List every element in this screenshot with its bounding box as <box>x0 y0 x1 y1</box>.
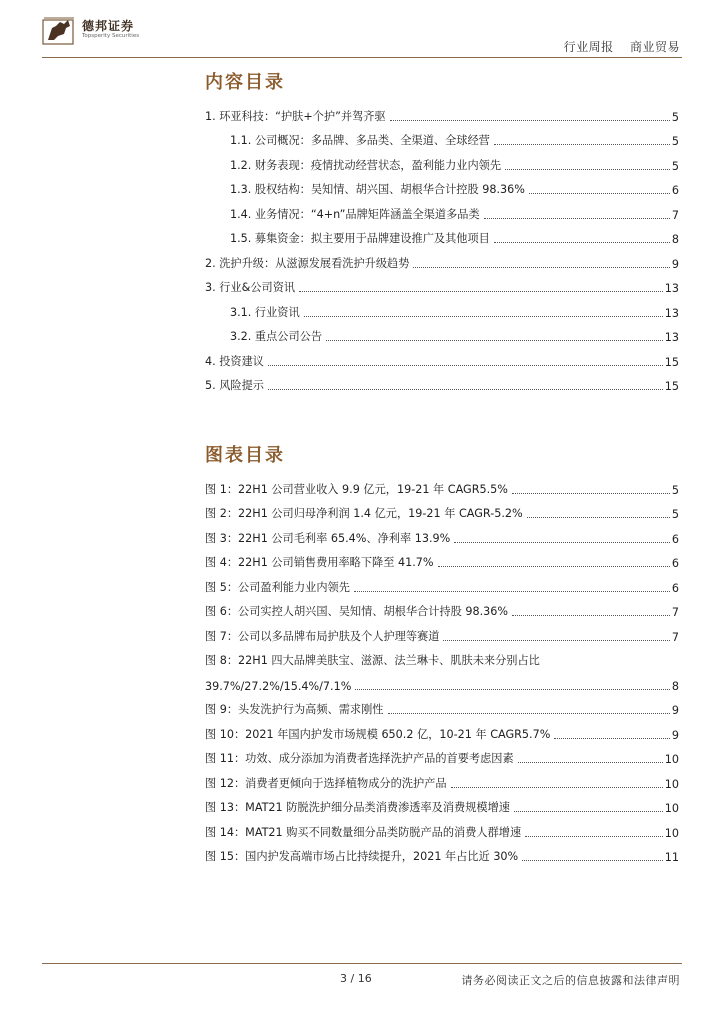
toc-entry-label: 3.2. 重点公司公告 <box>230 330 323 343</box>
figure-entry-page: 8 <box>671 679 679 693</box>
brand-name: 德邦证券 <box>82 19 135 34</box>
toc-entry-label: 5. 风险提示 <box>205 379 264 392</box>
figure-entry-label: 图 11：功效、成分添加为消费者选择洗护产品的首要考虑因素 <box>205 752 514 765</box>
toc-entry[interactable] <box>205 222 679 247</box>
toc-entry-label: 1.3. 股权结构：吴知情、胡兴国、胡根华合计控股 98.36% <box>230 183 525 196</box>
toc-entry-page: 15 <box>664 380 679 393</box>
figure-entry-label: 图 8：22H1 四大品牌美肤宝、滋源、法兰琳卡、肌肤未来分别占比 <box>205 654 540 667</box>
figure-entry-label: 图 15：国内护发高端市场占比持续提升，2021 年占比近 30% <box>205 850 519 863</box>
dot-leader <box>268 389 663 390</box>
toc-entry-page: 7 <box>671 208 679 222</box>
toc-entry[interactable] <box>205 124 679 149</box>
header-divider <box>42 57 682 58</box>
dot-leader <box>522 860 663 861</box>
dot-leader <box>525 836 663 837</box>
figure-entry[interactable] <box>205 521 679 546</box>
figure-entry[interactable] <box>205 472 679 497</box>
figure-entry-label: 图 10：2021 年国内护发市场规模 650.2 亿，10-21 年 CAGR5.7% <box>205 727 551 741</box>
figure-entry-page: 10 <box>664 802 679 815</box>
page-header <box>0 0 724 60</box>
figure-entry[interactable] <box>205 766 679 791</box>
figure-entry[interactable] <box>205 546 679 571</box>
figure-entry-page: 10 <box>664 826 679 840</box>
figure-entry-page: 9 <box>671 704 679 717</box>
toc-entry-page: 13 <box>664 282 679 295</box>
figure-entry[interactable] <box>205 570 679 595</box>
toc-entry-label: 1.4. 业务情况：“4+n”品牌矩阵涵盖全渠道多品类 <box>230 207 480 221</box>
figure-entry[interactable] <box>205 595 679 620</box>
brand-name-en: Topsperity Securities <box>82 33 140 40</box>
dot-leader <box>451 787 663 788</box>
figure-entry[interactable] <box>205 815 679 840</box>
dot-leader <box>484 218 670 219</box>
dot-leader <box>512 615 670 616</box>
toc-entry[interactable] <box>205 369 679 394</box>
toc-entry[interactable] <box>205 344 679 369</box>
figure-entry[interactable] <box>205 497 679 522</box>
figure-entry[interactable] <box>205 644 679 669</box>
figure-entry[interactable] <box>205 619 679 644</box>
brand-logo <box>42 14 139 46</box>
dot-leader <box>527 517 670 518</box>
toc-entry-page: 8 <box>671 233 679 246</box>
toc-entry-label: 3.1. 行业资讯 <box>230 305 300 319</box>
toc-title: 内容目录 <box>205 72 285 93</box>
dot-leader <box>505 169 670 170</box>
toc-entry[interactable] <box>205 320 679 345</box>
toc-entry-label: 1.5. 募集资金：拟主要用于品牌建设推广及其他项目 <box>230 232 490 245</box>
brand-logo-icon <box>42 14 76 46</box>
toc-entry-page: 9 <box>671 257 679 271</box>
toc-entry-page: 5 <box>671 159 679 173</box>
dot-leader <box>438 566 670 567</box>
report-category <box>564 38 680 55</box>
figure-entry[interactable] <box>205 840 679 865</box>
dot-leader <box>454 542 670 543</box>
toc-entry-label: 1.1. 公司概况：多品牌、多品类、全渠道、全球经营 <box>230 134 490 147</box>
figure-entry[interactable] <box>205 791 679 816</box>
toc-entry[interactable] <box>205 173 679 198</box>
dot-leader <box>529 193 670 194</box>
toc-entry[interactable] <box>205 99 679 124</box>
dot-leader <box>354 591 670 592</box>
figure-entry-label: 图 3：22H1 公司毛利率 65.4%、净利率 13.9% <box>205 531 451 545</box>
figures-title: 图表目录 <box>205 445 285 466</box>
figure-entry[interactable] <box>205 742 679 767</box>
dot-leader <box>268 365 663 366</box>
toc-entry-page: 5 <box>671 110 679 124</box>
figure-entry-label: 图 1：22H1 公司营业收入 9.9 亿元，19-21 年 CAGR5.5% <box>205 482 508 496</box>
figure-entry-label: 图 6：公司实控人胡兴国、吴知情、胡根华合计持股 98.36% <box>205 605 509 618</box>
dot-leader <box>443 640 669 641</box>
figure-entry-label: 图 5：公司盈利能力业内领先 <box>205 580 350 594</box>
toc-entry-label: 2. 洗护升级：从滋源发展看洗护升级趋势 <box>205 256 410 270</box>
figure-entry-page: 10 <box>664 753 679 766</box>
toc-entry-page: 5 <box>671 135 679 148</box>
figure-entry-label: 图 14：MAT21 购买不同数量细分品类防脱产品的消费人群增速 <box>205 825 522 839</box>
dot-leader <box>326 340 663 341</box>
footer-divider <box>42 963 682 964</box>
figure-entry-page: 5 <box>671 508 679 521</box>
dot-leader <box>355 689 670 690</box>
toc-entry[interactable] <box>205 246 679 271</box>
figure-entry-continued[interactable] <box>205 668 679 693</box>
dot-leader <box>413 267 669 268</box>
toc-list <box>205 99 679 393</box>
toc-entry-page: 13 <box>664 331 679 344</box>
figures-list <box>205 472 679 864</box>
figure-entry-page: 6 <box>671 581 679 595</box>
toc-entry[interactable] <box>205 197 679 222</box>
toc-entry[interactable] <box>205 271 679 296</box>
dot-leader <box>299 291 663 292</box>
dot-leader <box>388 713 670 714</box>
industry-label: 商业贸易 <box>629 40 680 54</box>
toc-entry-page: 15 <box>664 355 679 369</box>
figure-entry-page: 5 <box>671 483 679 497</box>
figure-entry-label: 图 4：22H1 公司销售费用率略下降至 41.7% <box>205 556 434 569</box>
toc-entry-label: 4. 投资建议 <box>205 354 264 368</box>
figure-entry-page: 7 <box>671 606 679 619</box>
page-indicator: 3 / 16 <box>340 972 372 985</box>
dot-leader <box>518 762 663 763</box>
figure-entry-label: 图 13：MAT21 防脱洗护细分品类消费渗透率及消费规模增速 <box>205 801 510 814</box>
figure-entry[interactable] <box>205 717 679 742</box>
figure-entry-label: 图 12：消费者更倾向于选择植物成分的洗护产品 <box>205 776 447 790</box>
figure-entry-label-cont: 39.7%/27.2%/15.4%/7.1% <box>205 679 352 693</box>
dot-leader <box>390 120 670 121</box>
toc-entry-label: 1.2. 财务表现：疫情扰动经营状态，盈利能力业内领先 <box>230 158 502 172</box>
dot-leader <box>494 144 670 145</box>
toc-entry-label: 1. 环亚科技：“护肤+个护”并驾齐驱 <box>205 109 386 123</box>
toc-entry-page: 13 <box>664 306 679 320</box>
figure-entry[interactable] <box>205 693 679 718</box>
toc-entry[interactable] <box>205 148 679 173</box>
dot-leader <box>304 316 663 317</box>
toc-entry[interactable] <box>205 295 679 320</box>
dot-leader <box>554 738 670 739</box>
figure-entry-page: 7 <box>671 630 679 644</box>
figure-entry-page: 10 <box>664 777 679 791</box>
dot-leader <box>514 811 663 812</box>
report-type: 行业周报 <box>563 40 614 54</box>
legal-disclaimer: 请务必阅读正文之后的信息披露和法律声明 <box>461 974 680 987</box>
figure-entry-page: 6 <box>671 532 679 546</box>
toc-entry-label: 3. 行业&公司资讯 <box>205 281 296 294</box>
dot-leader <box>512 493 670 494</box>
toc-entry-page: 6 <box>671 184 679 197</box>
figure-entry-page: 11 <box>664 851 679 864</box>
figure-entry-label: 图 2：22H1 公司归母净利润 1.4 亿元，19-21 年 CAGR-5.2% <box>205 507 523 520</box>
figure-entry-label: 图 9：头发洗护行为高频、需求刚性 <box>205 703 384 716</box>
figure-entry-page: 9 <box>671 728 679 742</box>
dot-leader <box>494 242 670 243</box>
figure-entry-page: 6 <box>671 557 679 570</box>
figure-entry-label: 图 7：公司以多品牌布局护肤及个人护理等赛道 <box>205 629 440 643</box>
